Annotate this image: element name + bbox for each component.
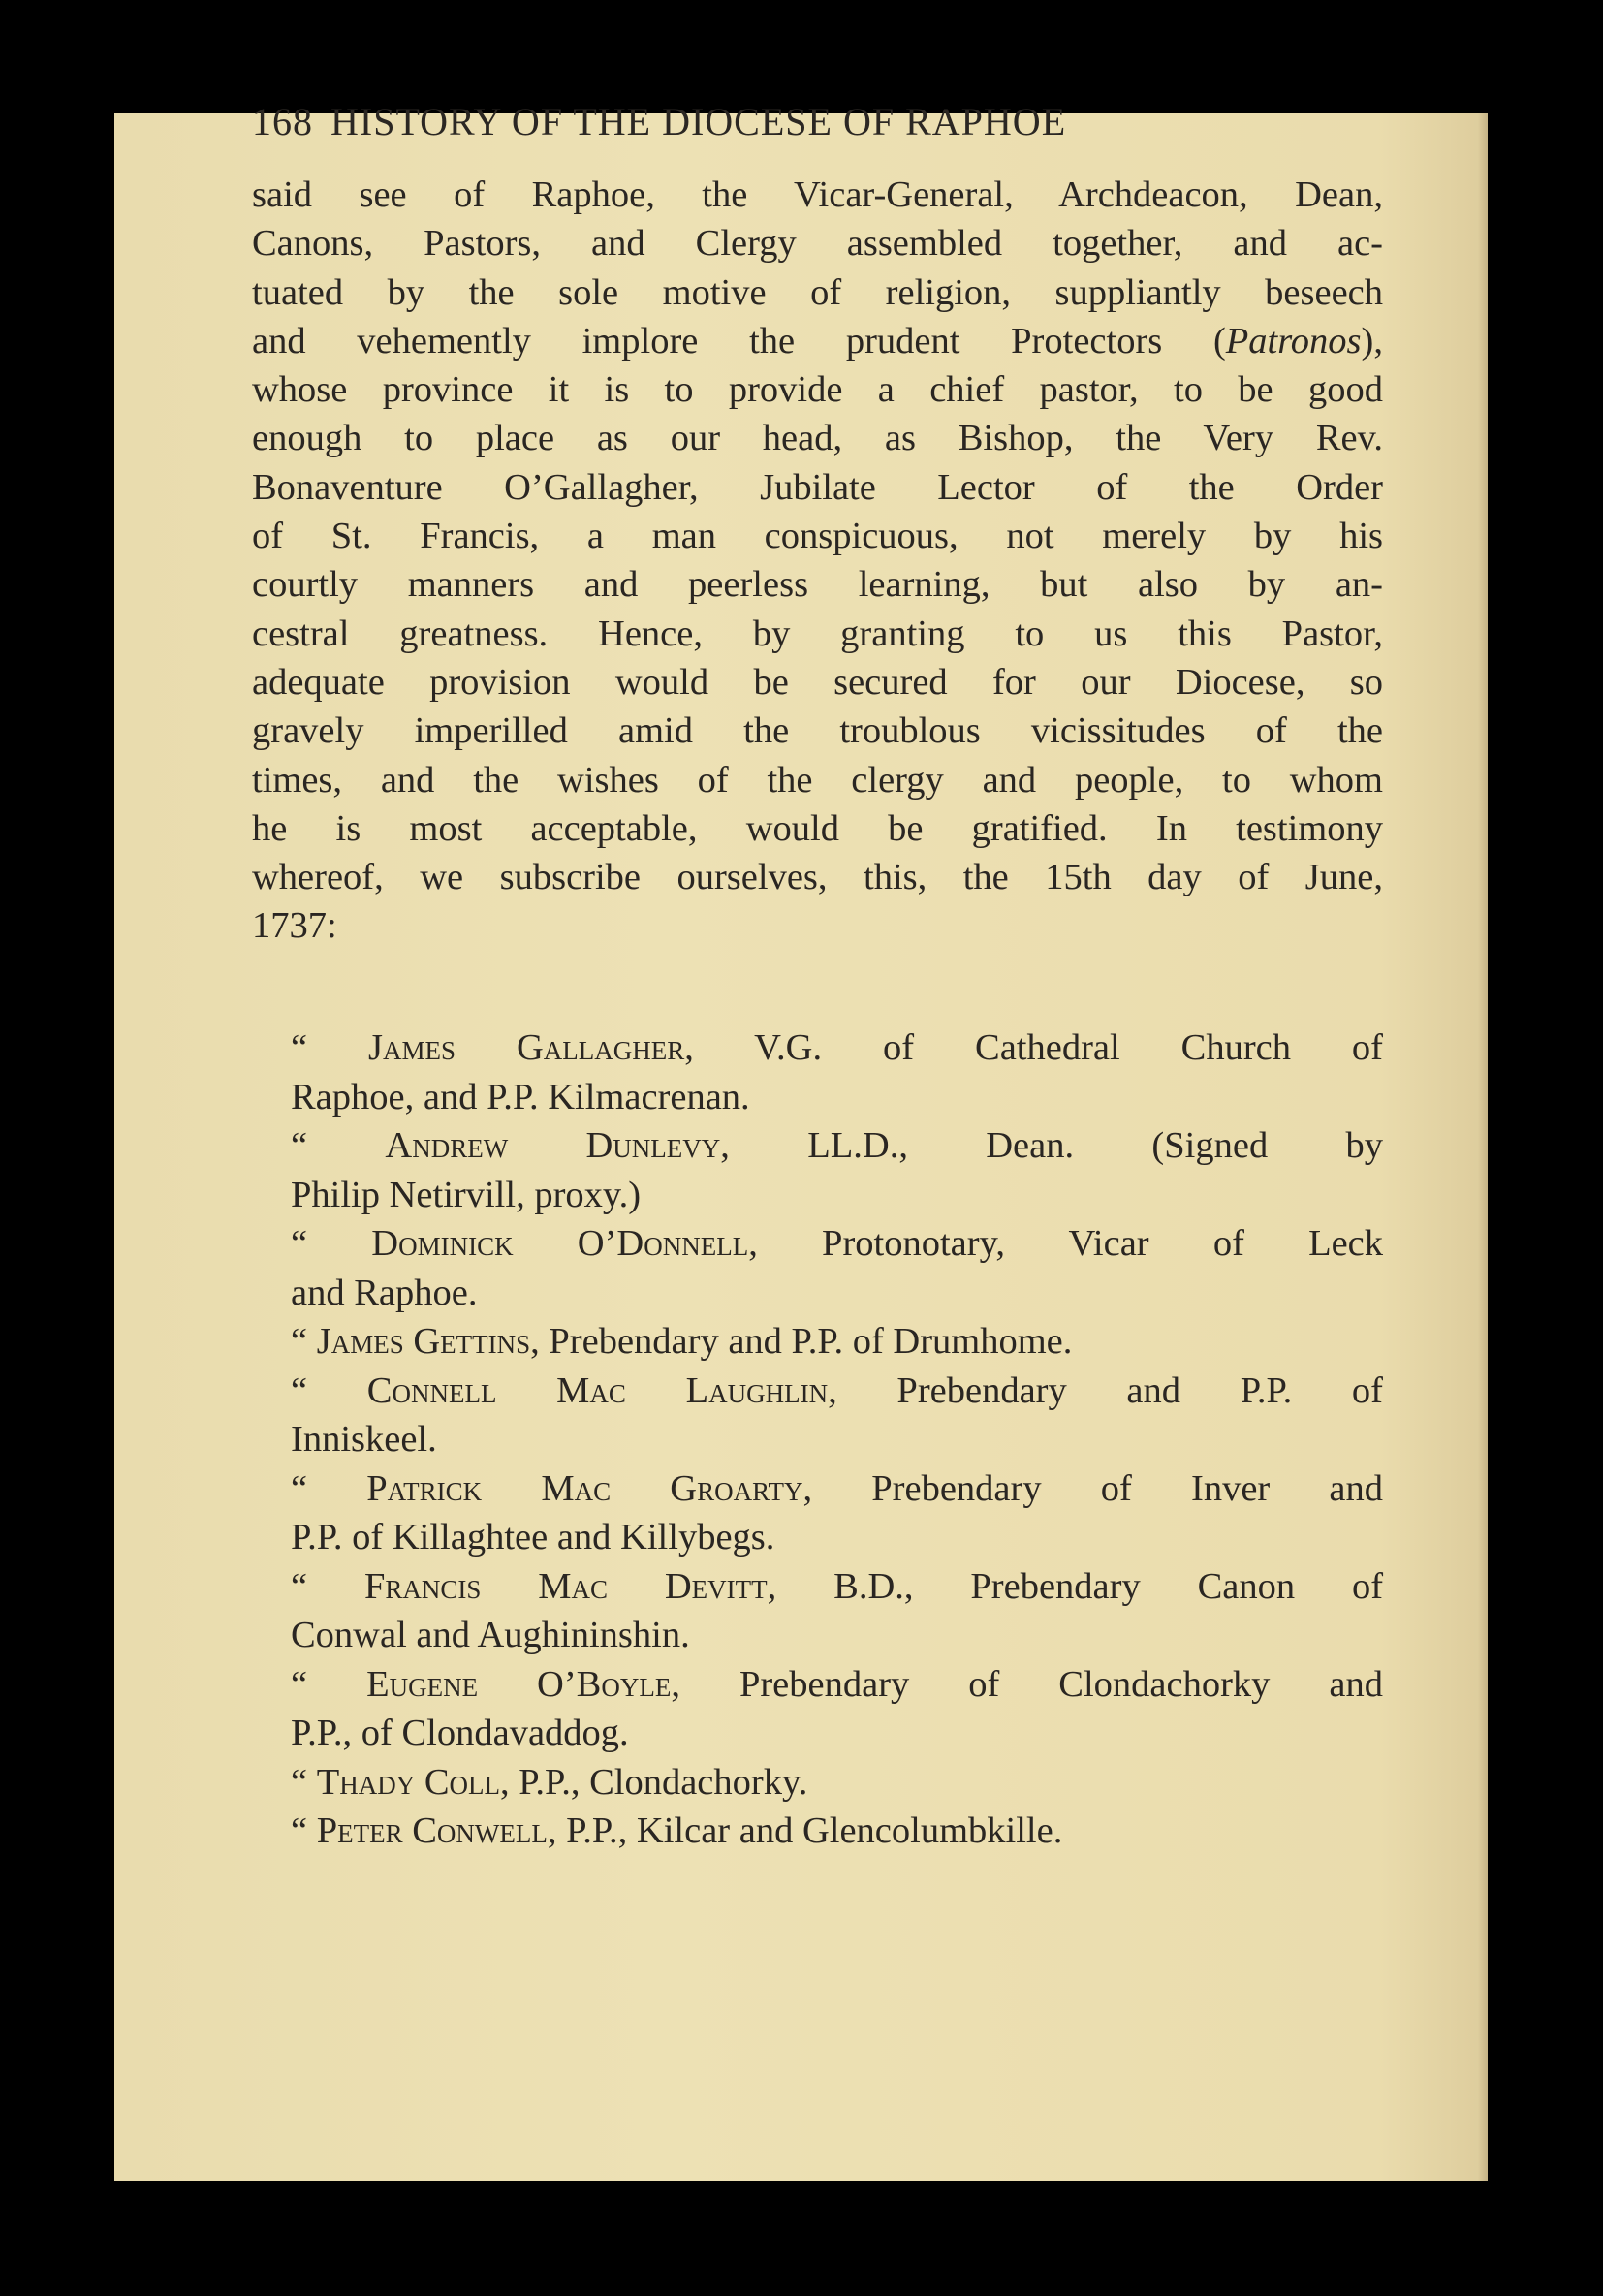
body-line: courtly manners and peerless learning, but also by an- (252, 564, 1383, 606)
signatory-name: Patrick Mac Groarty, (366, 1467, 813, 1509)
signatory-entry (252, 1023, 1383, 1121)
signatory-entry (252, 1367, 1383, 1464)
quote-mark: “ (291, 1125, 308, 1166)
quote-mark: “ (291, 1810, 308, 1851)
quote-mark: “ (291, 1027, 308, 1068)
running-head (252, 99, 1383, 144)
signatory-title-cont: Raphoe, and P.P. Kilmacrenan. (291, 1076, 750, 1117)
signatory-title: Protonotary, Vicar of Leck (822, 1223, 1384, 1264)
signatory-title: Prebendary of Clondachorky and (739, 1663, 1383, 1705)
body-line: Bonaventure O’Gallagher, Jubilate Lector of the Order (252, 466, 1383, 508)
signatory-name: James Gettins, (316, 1321, 540, 1362)
signatory-entry (252, 1317, 1383, 1367)
quote-mark: “ (291, 1467, 308, 1509)
quote-mark: “ (291, 1565, 308, 1607)
running-title: HISTORY OF THE DIOCESE OF RAPHOE (330, 100, 1067, 143)
body-line: of St. Francis, a man conspicuous, not merely by his (252, 516, 1383, 557)
italic-term: Patronos (1225, 320, 1362, 362)
signatory-title-cont: Philip Netirvill, proxy.) (291, 1174, 642, 1215)
body-line: Canons, Pastors, and Clergy assembled together, and ac- (252, 223, 1383, 265)
signatory-title: Prebendary of Inver and (871, 1467, 1383, 1509)
page-number: 168 (252, 100, 313, 143)
signatory-name: Thady Coll, (316, 1761, 510, 1803)
signatory-name: James Gallagher, (368, 1027, 694, 1068)
signatory-entry (252, 1121, 1383, 1219)
signatory-title-cont: P.P., of Clondavaddog. (291, 1713, 629, 1753)
signatory-title-cont: Inniskeel. (291, 1419, 437, 1460)
body-line: times, and the wishes of the clergy and people, to whom (252, 759, 1383, 801)
quote-mark: “ (291, 1223, 308, 1264)
body-line: enough to place as our head, as Bishop, the Very Rev. (252, 418, 1383, 459)
body-line: whose province it is to provide a chief pastor, to be good (252, 369, 1383, 411)
signatory-entry (252, 1660, 1383, 1758)
signatory-title-cont: P.P. of Killaghtee and Killybegs. (291, 1517, 775, 1557)
signatory-title-cont: and Raphoe. (291, 1272, 478, 1313)
signatory-title: P.P., Clondachorky. (519, 1761, 808, 1803)
signatory-title: LL.D., Dean. (Signed by (807, 1125, 1383, 1166)
signatory-entry (252, 1758, 1383, 1808)
signatory-name: Connell Mac Laughlin, (366, 1369, 837, 1411)
body-line: cestral greatness. Hence, by granting to us this Pastor, (252, 613, 1383, 654)
quote-mark: “ (291, 1663, 308, 1705)
body-line: whereof, we subscribe ourselves, this, the 15th day of June, (252, 857, 1383, 898)
signatory-title: V.G. of Cathedral Church of (754, 1027, 1383, 1068)
signatory-name: Eugene O’Boyle, (366, 1663, 680, 1705)
quote-mark: “ (291, 1761, 308, 1803)
body-line: adequate provision would be secured for our Diocese, so (252, 661, 1383, 703)
signatory-title: Prebendary and P.P. of Drumhome. (549, 1321, 1073, 1362)
signatory-title: P.P., Kilcar and Glencolumbkille. (566, 1810, 1063, 1851)
signatory-entry (252, 1464, 1383, 1562)
signatory-entry (252, 1562, 1383, 1660)
signatory-name: Dominick O’Donnell, (371, 1223, 758, 1264)
signatory-name: Andrew Dunlevy, (385, 1125, 730, 1166)
signatory-title: B.D., Prebendary Canon of (833, 1565, 1384, 1607)
body-line: said see of Raphoe, the Vicar-General, Archdeacon, Dean, (252, 174, 1383, 215)
body-line: gravely imperilled amid the troublous vicissitudes of the (252, 710, 1383, 752)
body-paragraph (252, 171, 1383, 951)
body-line: 1737: (252, 905, 337, 947)
signatory-list (252, 1023, 1383, 1856)
quote-mark: “ (291, 1369, 308, 1411)
body-line: he is most acceptable, would be gratified. In testimony (252, 807, 1383, 849)
signatory-name: Peter Conwell, (316, 1810, 557, 1851)
signatory-title: Prebendary and P.P. of (896, 1369, 1384, 1411)
quote-mark: “ (291, 1321, 308, 1362)
signatory-title-cont: Conwal and Aughininshin. (291, 1615, 690, 1655)
body-line: tuated by the sole motive of religion, suppliantly beseech (252, 271, 1383, 313)
page-gutter-shadow (1478, 113, 1488, 2181)
signatory-name: Francis Mac Devitt, (363, 1565, 777, 1607)
body-line: and vehemently implore the prudent Protectors (Patronos), (252, 320, 1383, 362)
signatory-entry (252, 1219, 1383, 1317)
signatory-entry (252, 1807, 1383, 1856)
